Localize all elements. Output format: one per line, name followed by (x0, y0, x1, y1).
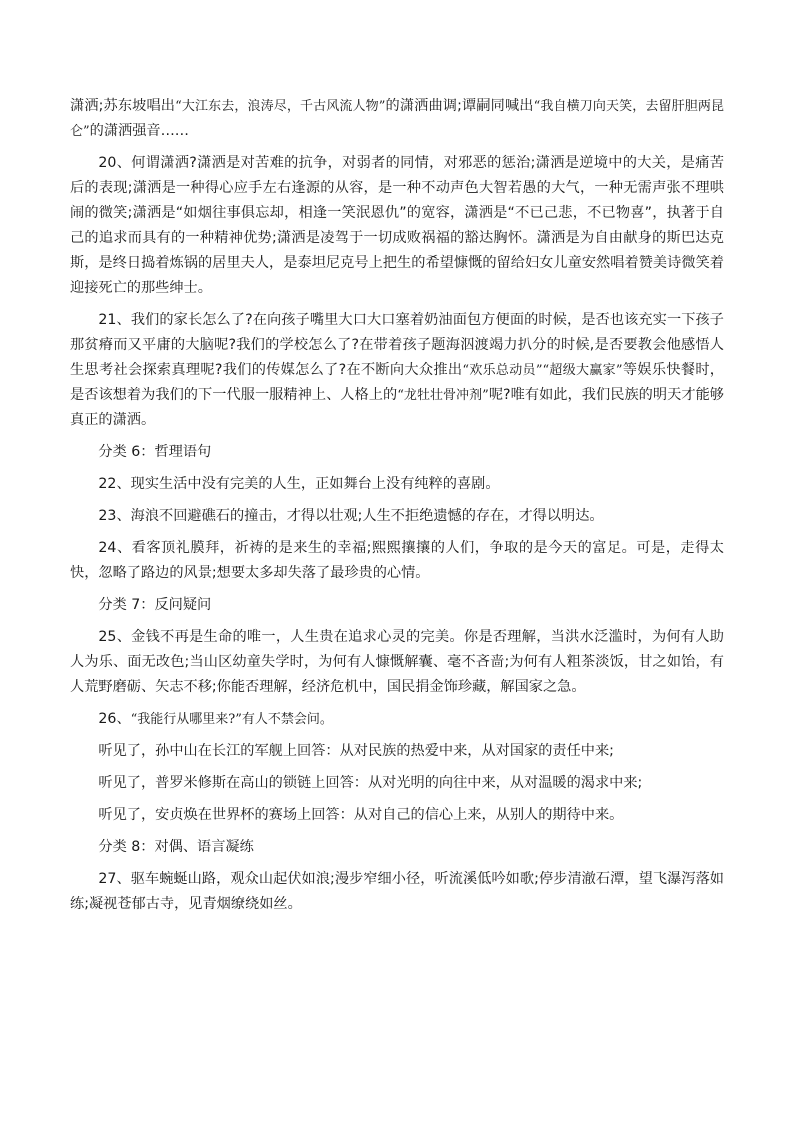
paragraph-p-27 (70, 867, 724, 917)
quoted-text: “我能行从哪里来?”有人不禁会问。 (130, 712, 333, 727)
text-run: 的潇洒强音…… (89, 123, 189, 139)
text-run: 20、何谓潇洒?潇洒是对苦难的抗争，对弱者的同情，对邪恶的惩治;潇洒是逆境中的大关，是痛苦后的表现;潇洒是一种得心应手左右逢源的从容，是一种不动声色大智若愚的大气，一种无需声张不理哄闹的微笑;潇洒是“如烟往事俱忘却，相逢一笑泯恩仇”的宽容，潇洒是“不已己悲，不已物喜”，执著于自己的追求而具有的一种精神优势;潇洒是凌驾于一切成败祸福的豁达胸怀。潇洒是为自由献身的斯巴达克斯，是终日捣着炼锅的居里夫人，是泰坦尼克号上把生的希望慷慨的留给妇女儿童安然唱着赞美诗微笑着迎接死亡的那些绅士。 (70, 155, 724, 296)
paragraph-p-26a (70, 739, 724, 764)
text-run: 呢?唯有如此，我们民族的明天才能够真正的潇洒。 (70, 387, 724, 428)
paragraph-p-22 (70, 472, 724, 497)
text-run: 听见了，安贞焕在世界杯的赛场上回答：从对自己的信心上来，从别人的期待中来。 (98, 807, 624, 823)
paragraph-p-24 (70, 536, 724, 586)
quoted-text: “欢乐总动员”“超级大赢家” (462, 363, 623, 378)
quoted-text: “我自横刀向天笑，去留肝胆两昆仑” (70, 99, 725, 139)
text-run: 听见了，孙中山在长江的军舰上回答：从对民族的热爱中来，从对国家的责任中来; (98, 743, 614, 759)
text-run: 27、驱车蜿蜒山路，观众山起伏如浪;漫步窄细小径，听流溪低吟如歌;停步清澈石潭，望飞瀑泻落如练;凝视苍郁古寺，见青烟缭绕如丝。 (70, 871, 724, 912)
paragraph-p-23 (70, 504, 724, 529)
paragraph-p-26b (70, 771, 724, 796)
document-body (70, 94, 724, 917)
quoted-text: “龙牡壮骨冲剂” (397, 388, 489, 403)
paragraph-p-cont (70, 94, 724, 144)
text-run: 的潇洒曲调;谭嗣同喊出 (385, 98, 534, 114)
quoted-text: “大江东去，浪涛尽，千古风流人物” (175, 99, 386, 114)
paragraph-p-21 (70, 308, 724, 433)
text-run: 21、我们的家长怎么了?在向孩子嘴里大口大口塞着奶油面包方便面的时候，是否也该充实一下孩子那贫瘠而又平庸的大脑呢?我们的学校怎么了?在带着孩子题海泅渡竭力扒分的时候,是否要教会他感悟人生思考社会探索真理呢?我们的传媒怎么了?在不断向大众推出 (70, 312, 724, 378)
text-run: 23、海浪不回避礁石的撞击，才得以壮观;人生不拒绝遗憾的存在，才得以明达。 (98, 508, 604, 524)
paragraph-p-26c (70, 803, 724, 828)
text-run: 分类 6：哲理语句 (98, 444, 212, 460)
text-run: 25、金钱不再是生命的唯一，人生贵在追求心灵的完美。你是否理解，当洪水泛滥时，为何有人助人为乐、面无改色;当山区幼童失学时，为何有人慷慨解囊、毫不吝啬;为何有人粗茶淡饭，甘之如饴，有人荒野磨砺、矢志不移;你能否理解，经济危机中，国民捐金饰珍藏，解国家之急。 (70, 629, 724, 695)
paragraph-cat-8 (70, 835, 724, 860)
text-run: 24、看客顶礼膜拜，祈祷的是来生的幸福;熙熙攘攘的人们，争取的是今天的富足。可是，走得太快，忽略了路边的风景;想要太多却失落了最珍贵的心情。 (70, 540, 724, 581)
text-run: 听见了，普罗米修斯在高山的锁链上回答：从对光明的向往中来，从对温暖的渴求中来; (98, 775, 643, 791)
paragraph-p-25 (70, 625, 724, 700)
paragraph-cat-7 (70, 593, 724, 618)
text-run: 等娱乐快餐时，是否该想着为我们的下一代服一服精神上、人格上的 (70, 362, 724, 403)
text-run: 分类 8：对偶、语言凝练 (98, 839, 254, 855)
text-run: 潇洒;苏东坡唱出 (70, 98, 176, 114)
text-run: 22、现实生活中没有完美的人生，正如舞台上没有纯粹的喜剧。 (98, 476, 500, 492)
paragraph-p-26 (70, 707, 724, 732)
paragraph-p-20 (70, 151, 724, 301)
paragraph-cat-6 (70, 440, 724, 465)
text-run: 26、 (98, 711, 131, 727)
text-run: 分类 7：反问疑问 (98, 597, 212, 613)
